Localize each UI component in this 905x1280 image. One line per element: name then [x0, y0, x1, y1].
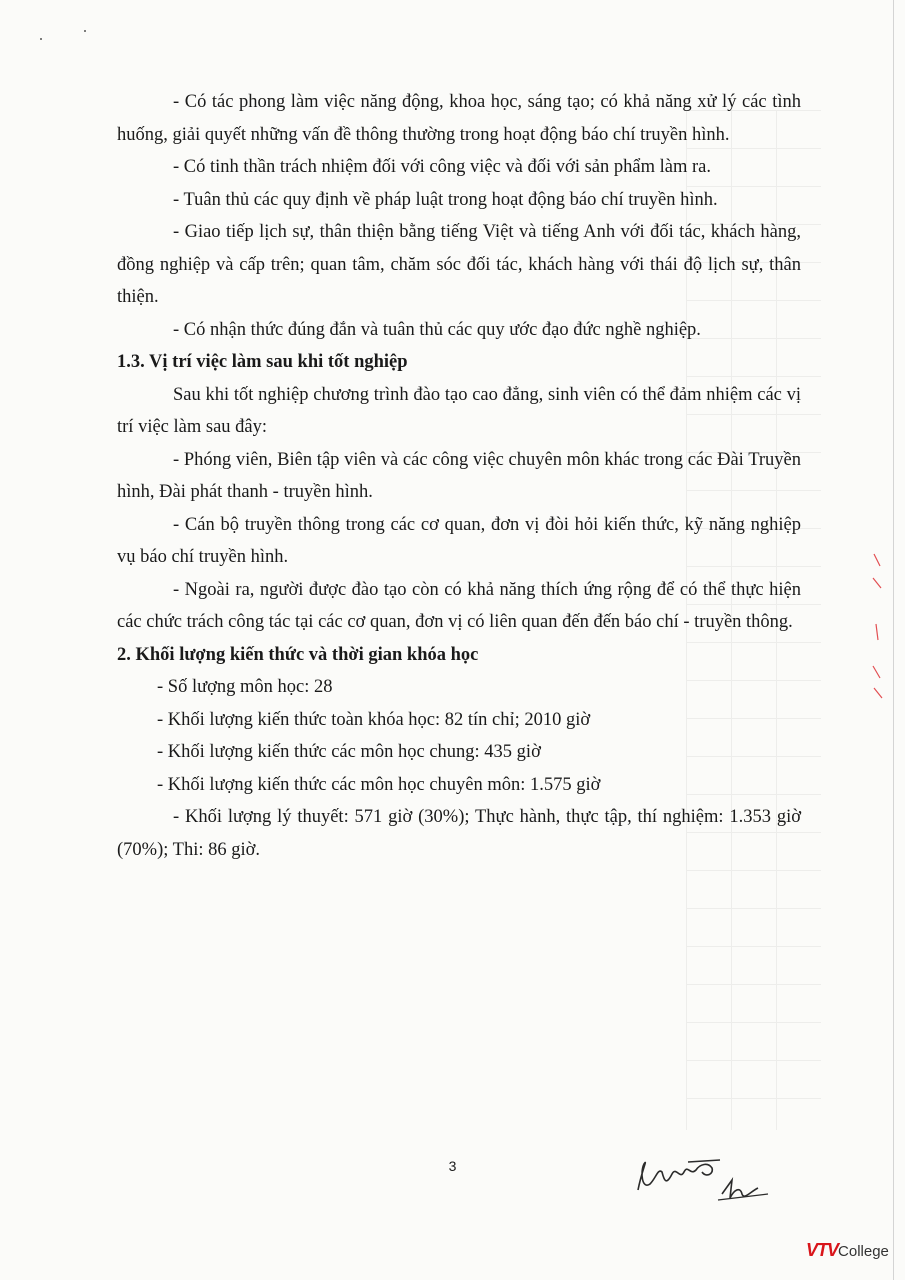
handwritten-signature	[628, 1150, 778, 1212]
paragraph: - Khối lượng kiến thức toàn khóa học: 82 tín chỉ; 2010 giờ	[157, 709, 591, 730]
page-number: 3	[448, 1158, 457, 1174]
section-heading: 2. Khối lượng kiến thức và thời gian khóa học	[117, 644, 479, 665]
logo-brand: VTV	[806, 1240, 839, 1260]
scan-speck	[84, 30, 86, 32]
paragraph: - Số lượng môn học: 28	[157, 677, 333, 697]
paragraph: Sau khi tốt nghiệp chương trình đào tạo cao đẳng, sinh viên có thể đảm nhiệm các vị trí việc làm sau đây:	[117, 384, 801, 437]
scan-speck	[40, 38, 42, 40]
document-body	[117, 86, 801, 866]
paragraph: - Phóng viên, Biên tập viên và các công việc chuyên môn khác trong các Đài Truyền hình, Đài phát thanh - truyền hình.	[117, 449, 801, 502]
paragraph: - Cán bộ truyền thông trong các cơ quan, đơn vị đòi hỏi kiến thức, kỹ năng nghiệp vụ báo chí truyền hình.	[117, 514, 801, 567]
logo-suffix: College	[838, 1243, 889, 1260]
paragraph: - Khối lượng lý thuyết: 571 giờ (30%); Thực hành, thực tập, thí nghiệm: 1.353 giờ (70%); Thi: 86 giờ.	[117, 807, 801, 860]
paragraph: - Có tinh thần trách nhiệm đối với công việc và đối với sản phẩm làm ra.	[173, 157, 711, 177]
vtv-college-logo	[806, 1240, 889, 1261]
paragraph: - Có tác phong làm việc năng động, khoa học, sáng tạo; có khả năng xử lý các tình huống, giải quyết những vấn đề thông thường trong hoạt động báo chí truyền hình.	[117, 92, 801, 145]
margin-stamp-marks	[868, 548, 886, 708]
paragraph: - Ngoài ra, người được đào tạo còn có khả năng thích ứng rộng để có thể thực hiện các chức trách công tác tại các cơ quan, đơn vị có liên quan đến đến báo chí - truyền thông.	[117, 579, 801, 632]
scan-edge-line	[893, 0, 894, 1280]
paragraph: - Có nhận thức đúng đắn và tuân thủ các quy ước đạo đức nghề nghiệp.	[173, 319, 701, 340]
section-heading: 1.3. Vị trí việc làm sau khi tốt nghiệp	[117, 352, 408, 372]
paragraph: - Giao tiếp lịch sự, thân thiện bằng tiếng Việt và tiếng Anh với đối tác, khách hàng, đồng nghiệp và cấp trên; quan tâm, chăm sóc đối tác, khách hàng với thái độ lịch sự, thân thiện.	[117, 222, 801, 307]
paragraph: - Khối lượng kiến thức các môn học chung: 435 giờ	[157, 742, 541, 762]
paragraph: - Tuân thủ các quy định về pháp luật trong hoạt động báo chí truyền hình.	[173, 189, 718, 210]
paragraph: - Khối lượng kiến thức các môn học chuyên môn: 1.575 giờ	[157, 774, 601, 795]
